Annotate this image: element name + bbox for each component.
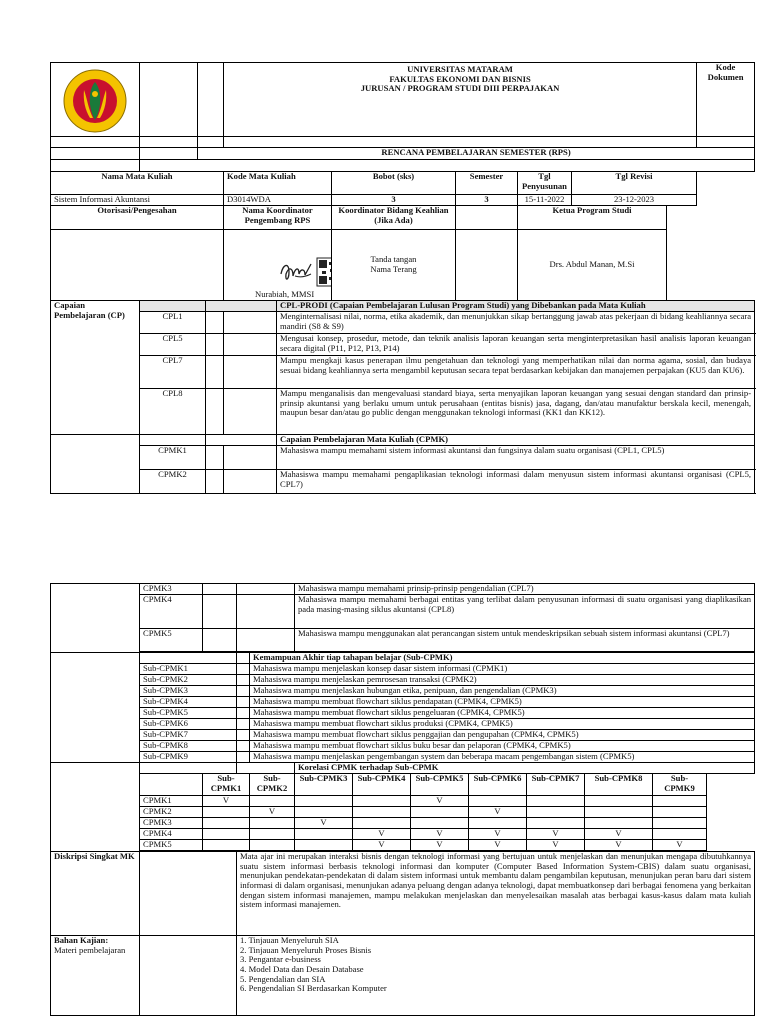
corr-cell: V <box>353 840 411 851</box>
corr-cell <box>527 796 585 807</box>
corr-cell: V <box>469 829 527 840</box>
course-semester: 3 <box>456 195 518 206</box>
rps-page-2 <box>50 583 755 1016</box>
corr-row-label: CPMK1 <box>140 796 203 807</box>
cpmk-text: Mahasiswa mampu memahami prinsip-prinsip pengendalian (CPL7) <box>295 584 755 595</box>
head-label: Ketua Program Studi <box>518 206 667 230</box>
topic-item: 2. Tinjauan Menyeluruh Proses Bisnis <box>240 944 372 955</box>
corr-cell <box>203 807 250 818</box>
cpmk-text: Mahasiswa mampu menggunakan alat perancangan sistem untuk mendeskripsikan sebuah sistem informasi akuntansi (CPL7) <box>295 629 755 652</box>
topic-item: 6. Pengendalian SI Berdasarkan Komputer <box>240 983 387 994</box>
course-credits: 3 <box>332 195 456 206</box>
signature-and-qr-code <box>277 256 332 288</box>
rps-title: RENCANA PEMBELAJARAN SEMESTER (RPS) <box>198 148 755 160</box>
cpl-text: Menginternalisasi nilai, norma, etika akademik, dan menunjukkan sikap bertanggung jawab atas pekerjaan di bidang keahliannya secara mandiri (S8 & S9) <box>277 312 755 334</box>
corr-cell: V <box>203 796 250 807</box>
topic-item: 3. Pengantar e-business <box>240 954 321 965</box>
corr-cell <box>469 796 527 807</box>
corr-row <box>51 796 755 807</box>
corr-cell <box>527 807 585 818</box>
corr-row <box>51 829 755 840</box>
cpmk-code: CPMK2 <box>140 470 206 494</box>
corr-col-header: Sub-CPMK5 <box>411 774 469 796</box>
corr-cell: V <box>469 807 527 818</box>
sub-cpmk-text: Mahasiswa mampu membuat flowchart siklus buku besar dan pelaporan (CPMK4, CPMK5) <box>250 741 755 752</box>
credits-label: Bobot (sks) <box>332 172 456 195</box>
sub-cpmk-text: Mahasiswa mampu membuat flowchart siklus pengeluaran (CPMK4, CPMK5) <box>250 708 755 719</box>
department-name: JURUSAN / PROGRAM STUDI DIII PERPAJAKAN <box>360 83 560 94</box>
corr-cell: V <box>250 807 295 818</box>
coordinator-label: Koordinator Bidang Keahlian (Jika Ada) <box>332 206 456 230</box>
corr-cell <box>469 818 527 829</box>
topic-item: 1. Tinjauan Menyeluruh SIA <box>240 935 339 945</box>
corr-cell <box>353 796 411 807</box>
corr-cell <box>203 829 250 840</box>
corr-col-header: Sub-CPMK4 <box>353 774 411 796</box>
corr-cell <box>411 807 469 818</box>
corr-col-header: Sub-CPMK6 <box>469 774 527 796</box>
corr-cell: V <box>527 840 585 851</box>
cpmk-text: Mahasiswa mampu memahami berbagai entitas yang terlibat dalam penyusunan informasi di suatu organisasi yang diaplikasikan pada masing-masing siklus akuntansi (CPL8) <box>295 595 755 629</box>
cpl-header: CPL-PRODI (Capaian Pembelajaran Lulusan Program Studi) yang Dibebankan pada Mata Kuliah <box>277 301 755 312</box>
corr-cell <box>295 840 353 851</box>
cp-label: Capaian Pembelajaran (CP) <box>51 301 140 435</box>
sub-cpmk-text: Mahasiswa mampu membuat flowchart siklus penggajian dan pengupahan (CPMK4, CPMK5) <box>250 730 755 741</box>
sub-cpmk-code: Sub-CPMK7 <box>140 730 237 741</box>
corr-cell <box>250 840 295 851</box>
corr-cell <box>653 807 707 818</box>
corr-cell: V <box>295 818 353 829</box>
topics-sublabel: Materi pembelajaran <box>54 944 126 955</box>
description-label: Diskripsi Singkat MK <box>51 852 140 936</box>
cpl-code: CPL7 <box>140 356 206 389</box>
corr-cell <box>295 796 353 807</box>
sub-cpmk-code: Sub-CPMK1 <box>140 664 237 675</box>
cpmk-code: CPMK5 <box>140 629 203 652</box>
sub-cpmk-code: Sub-CPMK4 <box>140 697 237 708</box>
date-label: Tgl Penyusunan <box>518 172 572 195</box>
sub-cpmk-code: Sub-CPMK3 <box>140 686 237 697</box>
cpl-code: CPL5 <box>140 334 206 356</box>
corr-cell <box>250 796 295 807</box>
cpmk-text: Mahasiswa mampu memahami sistem informasi akuntansi dan fungsinya dalam suatu organisasi (CPL1, CPL5) <box>277 446 755 470</box>
topic-item: 4. Model Data dan Desain Database <box>240 963 364 974</box>
sub-cpmk-code: Sub-CPMK9 <box>140 752 237 763</box>
description-text: Mata ajar ini merupakan interaksi bisnis dengan teknologi informasi yang bertujuan untuk menjelaskan dan menunjukan mengapa dibutuhkannya suatu sistem informasi berbasis teknologi informasi dan komputer (Computer Based Information System-CBIS) dalam suatu organisasi, menunjukan pendekatan-pendekatan di dalam sistem informasi untuk membantu dalam pengambilan keputusan, menunjukan peran baru dari sistem informasi di dalam organisasi, menunjukan adanya peluang dengan adanya teknologi, dapat membuatkonsep dari berbagai fenomena yang berkaitan dengan sistem informasi manajemen, mampu melakukan menjelaskan dan menyelesaikan masalah atas berbagai kasus-kasus dalam mata kuliah sistem informasi manajemen. <box>237 852 755 936</box>
semester-label: Semester <box>456 172 518 195</box>
corr-row <box>51 807 755 818</box>
corr-col-header: Sub-CPMK9 <box>653 774 707 796</box>
corr-row <box>51 818 755 829</box>
cpl-code: CPL1 <box>140 312 206 334</box>
course-code-label: Kode Mata Kuliah <box>224 172 332 195</box>
sub-cpmk-code: Sub-CPMK8 <box>140 741 237 752</box>
corr-cell: V <box>353 829 411 840</box>
corr-cell <box>527 818 585 829</box>
corr-cell <box>411 818 469 829</box>
corr-row <box>51 840 755 851</box>
corr-cell <box>653 829 707 840</box>
revision-label: Tgl Revisi <box>572 172 697 195</box>
faculty-name: FAKULTAS EKONOMI DAN BISNIS <box>389 73 531 84</box>
cpmk-code: CPMK3 <box>140 584 203 595</box>
corr-cell <box>353 818 411 829</box>
corr-cell: V <box>653 840 707 851</box>
course-date: 15-11-2022 <box>518 195 572 206</box>
sub-cpmk-text: Mahasiswa mampu menjelaskan hubungan etika, penipuan, dan pengendalian (CPMK3) <box>250 686 755 697</box>
university-name: UNIVERSITAS MATARAM <box>407 64 513 74</box>
corr-row-label: CPMK3 <box>140 818 203 829</box>
logo-emblem-icon <box>55 68 135 134</box>
corr-cell: V <box>411 796 469 807</box>
corr-cell <box>585 807 653 818</box>
sub-cpmk-text: Mahasiswa mampu membuat flowchart siklus pendapatan (CPMK4, CPMK5) <box>250 697 755 708</box>
corr-cell <box>295 807 353 818</box>
course-code: D3014WDA <box>224 195 332 206</box>
corr-cell: V <box>527 829 585 840</box>
developer-name: Nurabiah, MMSI <box>255 289 315 300</box>
corr-row-label: CPMK4 <box>140 829 203 840</box>
document-code-label: Kode Dokumen <box>697 63 755 137</box>
cpmk-text: Mahasiswa mampu memahami pengaplikasian teknologi informasi dalam menyusun sistem informasi akuntansi organisasi (CPL5, CPL7) <box>277 470 755 494</box>
head-name: Drs. Abdul Manan, M.Si <box>518 230 667 301</box>
cpl-text: Mengusai konsep, prosedur, metode, dan teknik analisis laporan keuangan serta menginterpretasikan hasil analisis laporan keuangan secara digital (P11, P12, P13, P14) <box>277 334 755 356</box>
sub-cpmk-text: Mahasiswa mampu menjelaskan konsep dasar sistem informasi (CPMK1) <box>250 664 755 675</box>
corr-col-header: Sub-CPMK8 <box>585 774 653 796</box>
course-name-label: Nama Mata Kuliah <box>51 172 224 195</box>
corr-cell: V <box>585 840 653 851</box>
corr-cell <box>653 818 707 829</box>
corr-col-header: Sub-CPMK7 <box>527 774 585 796</box>
cpl-text: Mampu mengkaji kasus penerapan ilmu pengetahuan dan teknologi yang memperhatikan nilai dan norma agama, sosial, dan budaya sesuai bidang keahliannya serta mengambil keputusan secara tepat berdasarkan kebijakan dan manajemen perpajakan (KU5 dan KU6). <box>277 356 755 389</box>
corr-cell <box>585 818 653 829</box>
sub-cpmk-text: Mahasiswa mampu menjelaskan pengembangan system dan beberapa macam pengembangan sistem (CPMK5) <box>250 752 755 763</box>
corr-cell <box>653 796 707 807</box>
cpmk-code: CPMK4 <box>140 595 203 629</box>
corr-cell: V <box>411 829 469 840</box>
sub-cpmk-code: Sub-CPMK5 <box>140 708 237 719</box>
sub-cpmk-code: Sub-CPMK6 <box>140 719 237 730</box>
rps-page-1 <box>50 62 755 494</box>
authorization-label: Otorisasi/Pengesahan <box>51 206 224 230</box>
corr-cell <box>295 829 353 840</box>
corr-cell: V <box>469 840 527 851</box>
corr-cell <box>250 829 295 840</box>
course-name: Sistem Informasi Akuntansi <box>51 195 224 206</box>
topics-label: Bahan Kajian: <box>54 935 109 945</box>
corr-cell <box>585 796 653 807</box>
developer-label: Nama Koordinator Pengembang RPS <box>224 206 332 230</box>
corr-col-header: Sub-CPMK3 <box>295 774 353 796</box>
corr-row-label: CPMK5 <box>140 840 203 851</box>
sub-cpmk-code: Sub-CPMK2 <box>140 675 237 686</box>
corr-col-header: Sub-CPMK1 <box>203 774 250 796</box>
corr-cell: V <box>411 840 469 851</box>
sub-cpmk-text: Mahasiswa mampu membuat flowchart siklus produksi (CPMK4, CPMK5) <box>250 719 755 730</box>
course-revision: 23-12-2023 <box>572 195 697 206</box>
topic-item: 5. Pengendalian dan SIA <box>240 973 326 984</box>
cpmk-code: CPMK1 <box>140 446 206 470</box>
coordinator-signature: Tanda tangan Nama Terang <box>332 230 456 301</box>
corr-cell <box>203 818 250 829</box>
sub-cpmk-text: Mahasiswa mampu menjelaskan pemrosesan transaksi (CPMK2) <box>250 675 755 686</box>
university-logo <box>51 63 140 137</box>
corr-col-header: Sub-CPMK2 <box>250 774 295 796</box>
corr-cell <box>353 807 411 818</box>
corr-cell <box>203 840 250 851</box>
corr-cell <box>250 818 295 829</box>
sub-cpmk-header: Kemampuan Akhir tiap tahapan belajar (Sub-CPMK) <box>250 653 755 664</box>
cpmk-header: Capaian Pembelajaran Mata Kuliah (CPMK) <box>277 435 755 446</box>
corr-row-label: CPMK2 <box>140 807 203 818</box>
cpl-code: CPL8 <box>140 389 206 435</box>
cpl-text: Mampu menganalisis dan mengevaluasi standard biaya, serta menyajikan laporan keuangan yang sesuai dengan standard dan prinsip-prinsip akuntansi yang berlaku umum untuk perusahaan (entitas bisnis) jasa, dagang, dan/atau manufaktur berskala kecil, menengah, maupun besar dan/atau go public dengan menggunakan teknologi informasi (KK1 dan KK12). <box>277 389 755 435</box>
correlation-header: Korelasi CPMK terhadap Sub-CPMK <box>295 763 755 774</box>
corr-cell: V <box>585 829 653 840</box>
